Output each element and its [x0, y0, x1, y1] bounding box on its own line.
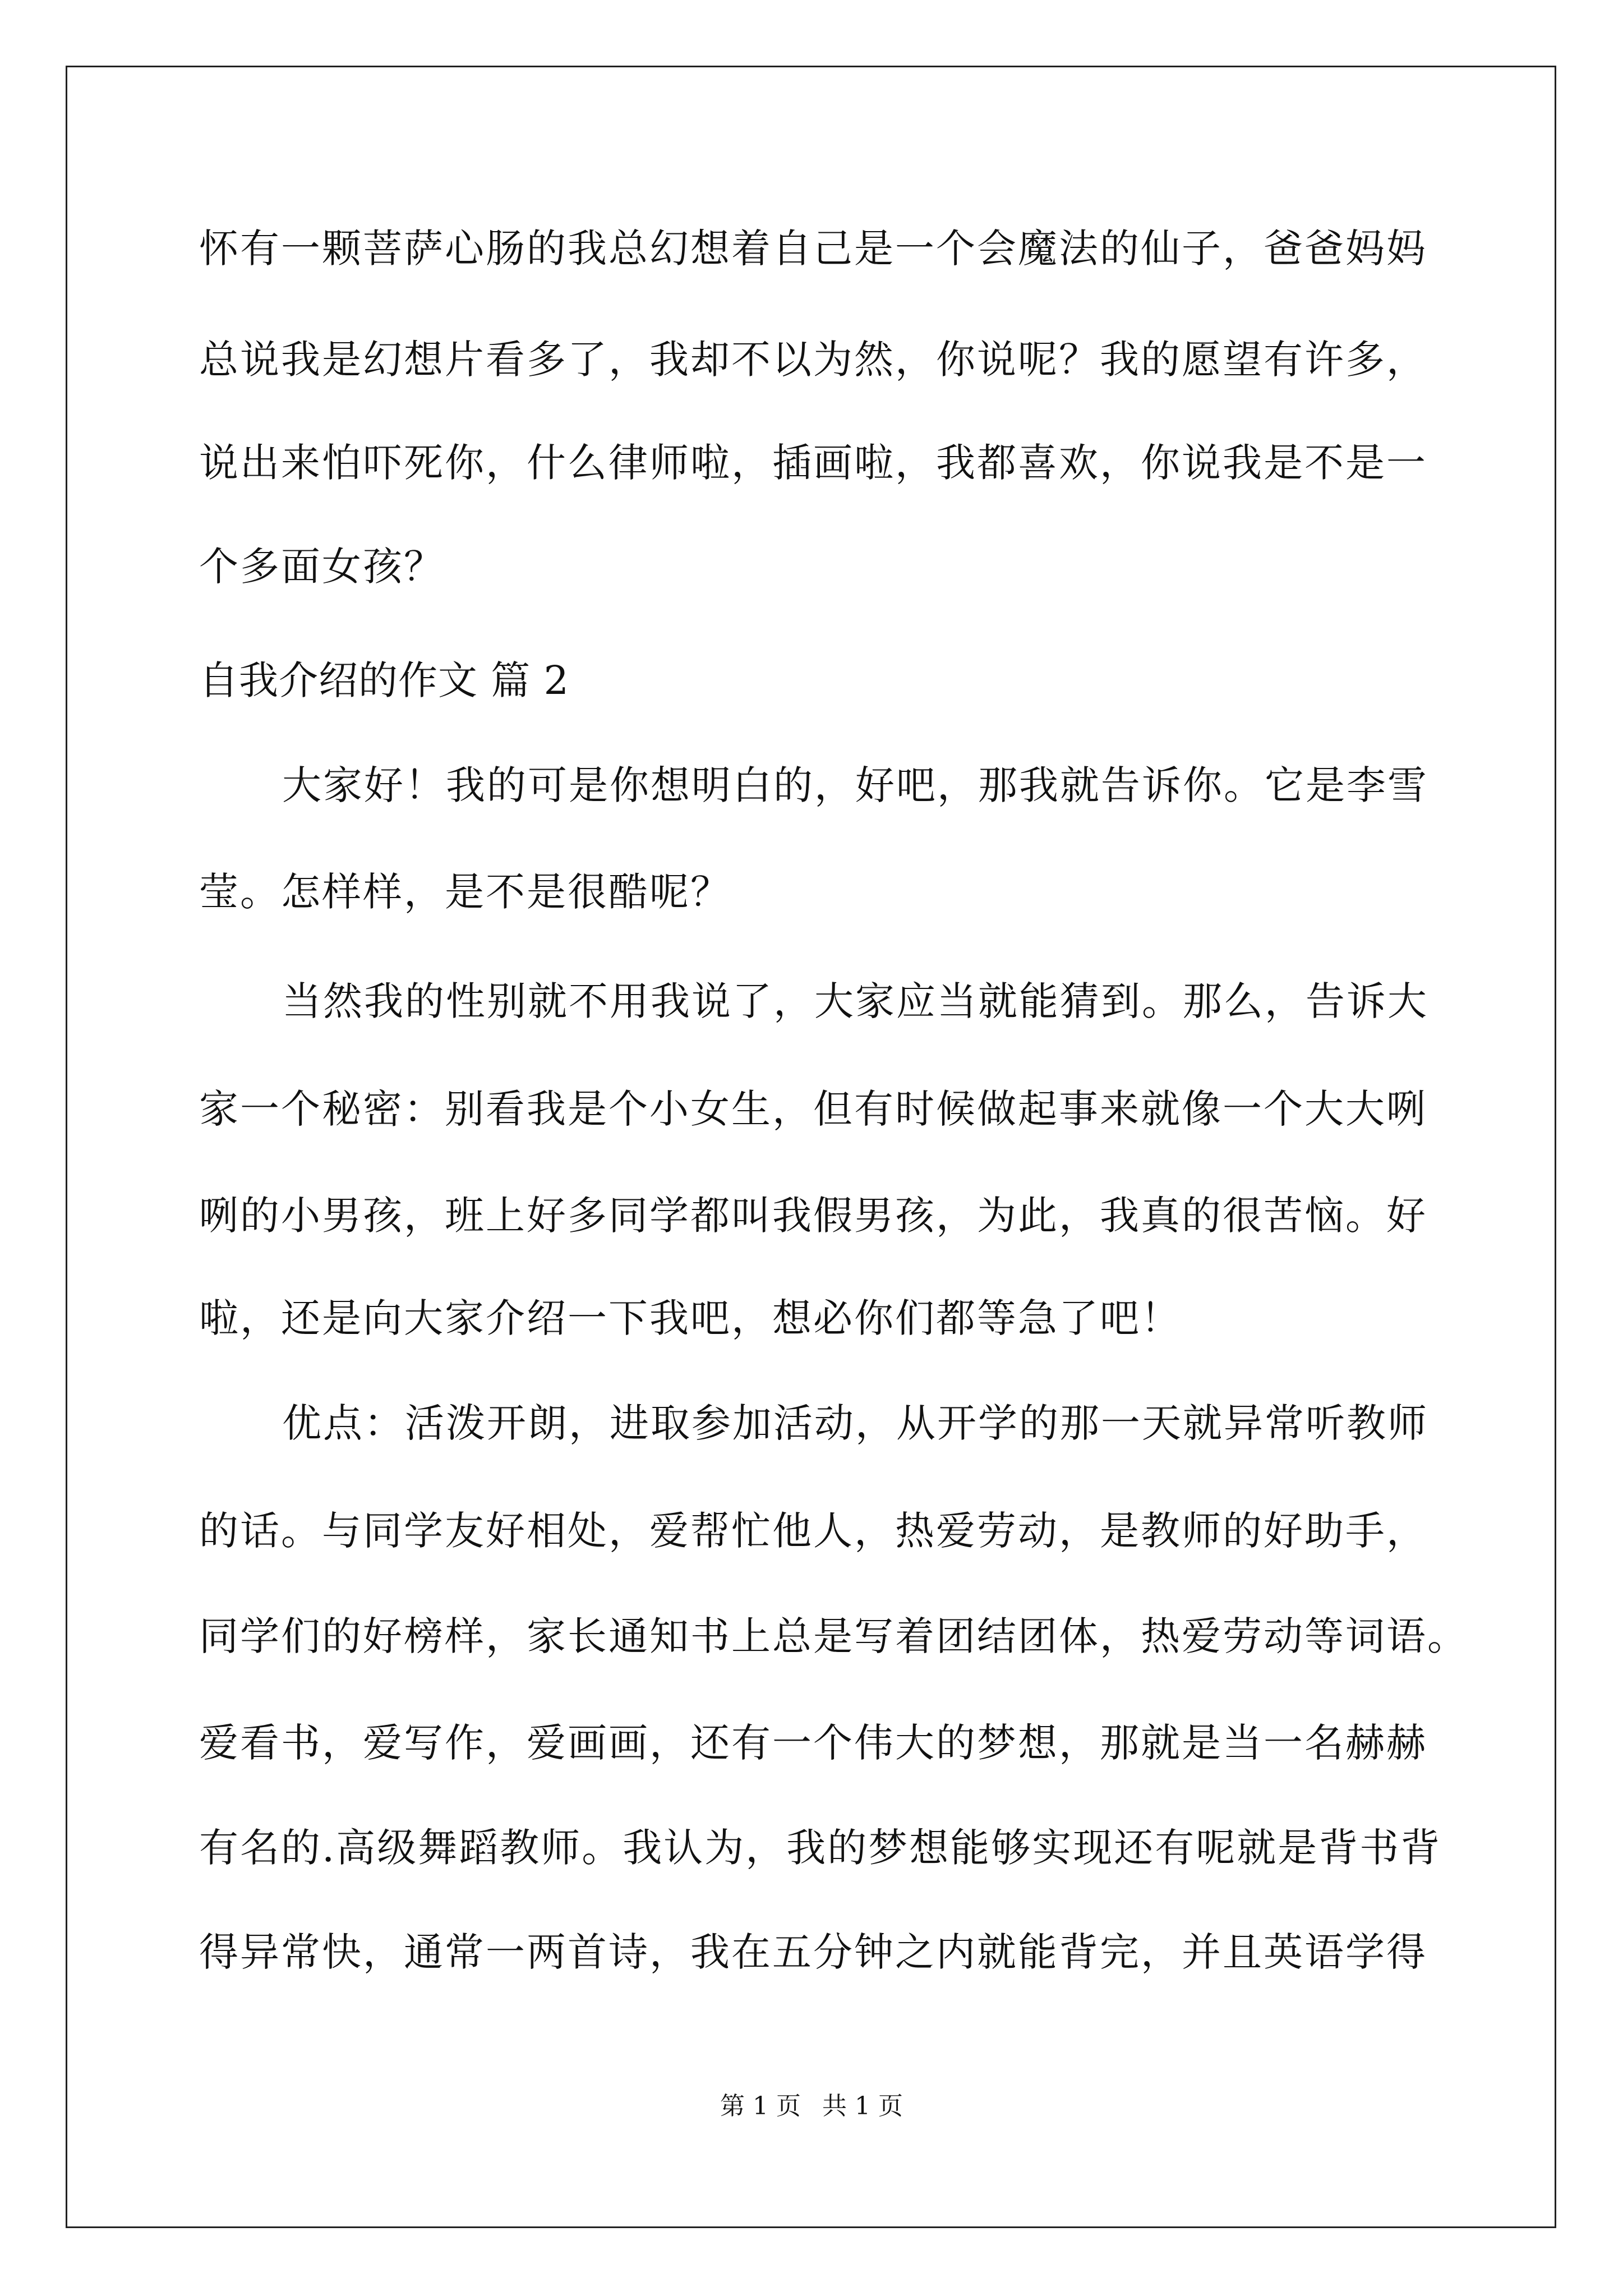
paragraph-2-line-1: 大家好！我的可是你想明白的，好吧，那我就告诉你。它是李雪: [282, 762, 1428, 808]
section-heading: 自我介绍的作文 篇 2: [199, 657, 570, 703]
paragraph-1-line-4: 个多面女孩？: [199, 544, 445, 590]
paragraph-3-line-1: 当然我的性别就不用我说了，大家应当就能猜到。那么，告诉大: [282, 978, 1428, 1024]
paragraph-3-line-2: 家一个秘密：别看我是个小女生，但有时候做起事来就像一个大大咧: [199, 1086, 1427, 1132]
paragraph-4-line-3: 同学们的好榜样，家长通知书上总是写着团结团体，热爱劳动等词语。: [199, 1613, 1468, 1659]
paragraph-4-line-4: 爱看书，爱写作，爱画画，还有一个伟大的梦想，那就是当一名赫赫: [199, 1720, 1427, 1766]
paragraph-3-line-3: 咧的小男孩，班上好多同学都叫我假男孩，为此，我真的很苦恼。好: [199, 1193, 1427, 1239]
paragraph-3-line-4: 啦，还是向大家介绍一下我吧，想必你们都等急了吧！: [199, 1295, 1182, 1341]
page-footer: [0, 2090, 1623, 2123]
paragraph-1-line-1: 怀有一颗菩萨心肠的我总幻想着自己是一个会魔法的仙子，爸爸妈妈: [199, 226, 1427, 272]
paragraph-4-line-5: 有名的.高级舞蹈教师。我认为，我的梦想能够实现还有呢就是背书背: [199, 1825, 1442, 1871]
paragraph-4-line-1: 优点：活泼开朗，进取参加活动，从开学的那一天就异常听教师: [282, 1400, 1428, 1446]
paragraph-2-line-2: 莹。怎样样，是不是很酷呢？: [199, 869, 731, 915]
page-border: [66, 66, 1556, 2228]
paragraph-4-line-6: 得异常快，通常一两首诗，我在五分钟之内就能背完，并且英语学得: [199, 1929, 1427, 1975]
page-number: 第 1 页: [720, 2092, 801, 2120]
paragraph-1-line-3: 说出来怕吓死你，什么律师啦，插画啦，我都喜欢，你说我是不是一: [199, 440, 1427, 486]
page-total: 共 1 页: [822, 2092, 903, 2120]
paragraph-4-line-2: 的话。与同学友好相处，爱帮忙他人，热爱劳动，是教师的好助手，: [199, 1508, 1427, 1554]
paragraph-1-line-2: 总说我是幻想片看多了，我却不以为然，你说呢？我的愿望有许多，: [199, 337, 1427, 383]
